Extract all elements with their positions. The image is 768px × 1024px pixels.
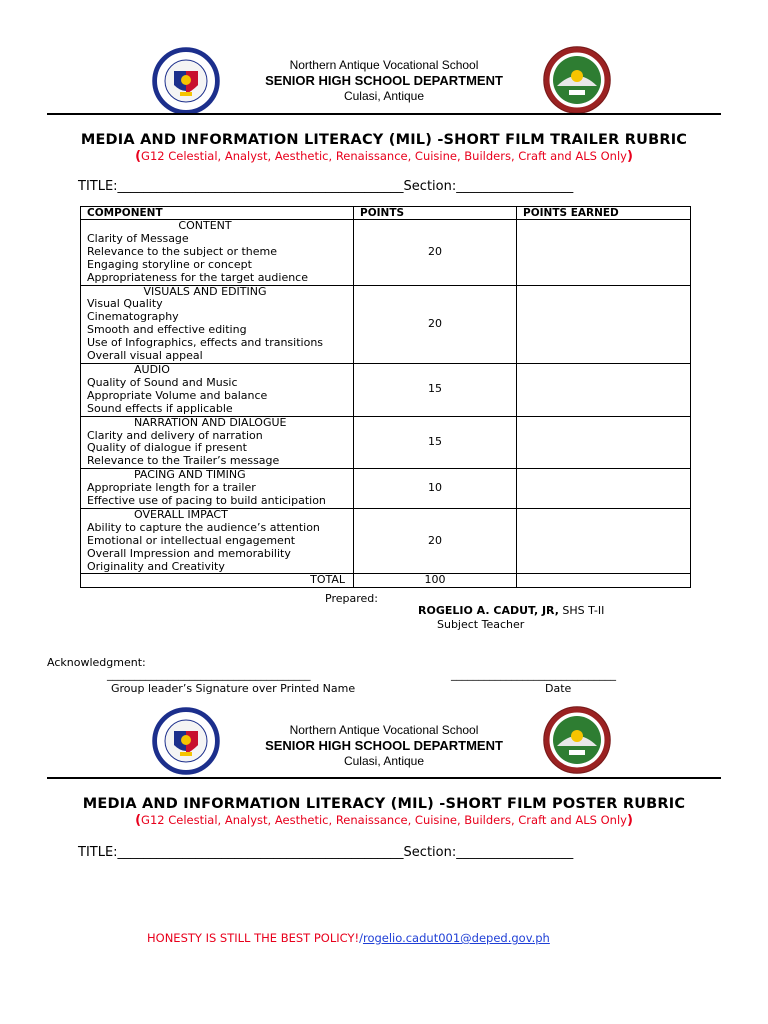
preparer-position: SHS T-II	[562, 604, 605, 617]
criterion: Relevance to the Trailer’s message	[87, 454, 280, 468]
criterion: Cinematography	[87, 310, 179, 324]
subtitle-text: G12 Celestial, Analyst, Aesthetic, Renaissance, Cuisine, Builders, Craft and ALS Only	[141, 149, 627, 163]
deped-seal	[152, 47, 220, 119]
points-cell: 15	[354, 363, 517, 416]
criterion: Clarity of Message	[87, 231, 189, 245]
rubric-subtitle	[0, 813, 768, 828]
preparer-role: Subject Teacher	[437, 618, 525, 631]
school-location: Culasi, Antique	[343, 754, 425, 768]
criterion: Appropriate Volume and balance	[87, 388, 268, 402]
subtitle-close-paren: )	[626, 149, 633, 164]
title-section-line: TITLE:____________________________________________Section:__________________	[78, 845, 574, 860]
table-row	[81, 363, 691, 416]
criterion: Smooth and effective editing	[87, 323, 247, 337]
points-earned-cell[interactable]	[517, 508, 691, 574]
school-seal	[543, 706, 611, 778]
criterion: Appropriateness for the target audience	[87, 270, 308, 284]
preparer-block	[418, 604, 604, 617]
points-earned-cell[interactable]	[517, 285, 691, 363]
subtitle-text: G12 Celestial, Analyst, Aesthetic, Renaissance, Cuisine, Builders, Craft and ALS Only	[141, 813, 627, 827]
points-earned-cell[interactable]	[517, 363, 691, 416]
subtitle-close-paren: )	[626, 813, 633, 828]
deped-seal	[152, 707, 220, 779]
criterion: Quality of Sound and Music	[87, 375, 238, 389]
footer-slash: /	[359, 931, 363, 945]
acknowledgment-label: Acknowledgment:	[47, 656, 146, 669]
component-cell	[81, 416, 354, 469]
points-cell: 20	[354, 285, 517, 363]
criterion: Emotional or intellectual engagement	[87, 533, 296, 547]
header-points-earned: POINTS EARNED	[517, 207, 691, 220]
criterion: Clarity and delivery of narration	[87, 428, 263, 442]
rubric-title: MEDIA AND INFORMATION LITERACY (MIL) -SHORT FILM TRAILER RUBRIC	[80, 132, 688, 148]
points-earned-cell[interactable]	[517, 220, 691, 286]
criterion: Overall visual appeal	[87, 349, 203, 363]
header-2	[230, 723, 538, 769]
prepared-label: Prepared:	[325, 592, 378, 605]
criterion: Quality of dialogue if present	[87, 441, 247, 455]
category-label: PACING AND TIMING	[134, 468, 246, 482]
component-cell	[81, 469, 354, 509]
school-name: Northern Antique Vocational School	[289, 723, 479, 737]
preparer-name: ROGELIO A. CADUT, JR,	[418, 604, 559, 617]
component-cell	[81, 508, 354, 574]
header-rule	[47, 113, 721, 115]
table-header-row	[81, 207, 691, 220]
subtitle-open-paren: (	[135, 813, 142, 828]
title-section-line: TITLE:____________________________________________Section:__________________	[78, 179, 574, 194]
total-points-earned-cell[interactable]	[517, 574, 691, 588]
header-1	[230, 58, 538, 104]
table-row	[81, 285, 691, 363]
header-points: POINTS	[354, 207, 517, 220]
department-name: SENIOR HIGH SCHOOL DEPARTMENT	[265, 73, 503, 88]
email-link[interactable]: rogelio.cadut001@deped.gov.ph	[362, 931, 550, 945]
total-label: TOTAL	[81, 574, 354, 588]
component-cell	[81, 363, 354, 416]
table-row	[81, 469, 691, 509]
rubric-title: MEDIA AND INFORMATION LITERACY (MIL) -SHORT FILM POSTER RUBRIC	[82, 796, 686, 812]
points-cell: 20	[354, 508, 517, 574]
criterion: Relevance to the subject or theme	[87, 244, 278, 258]
school-name: Northern Antique Vocational School	[289, 58, 479, 72]
criterion: Effective use of pacing to build anticipation	[87, 494, 326, 508]
total-row	[81, 574, 691, 588]
criterion: Overall Impression and memorability	[87, 546, 291, 560]
component-cell	[81, 285, 354, 363]
criterion: Use of Infographics, effects and transitions	[87, 336, 324, 350]
department-name: SENIOR HIGH SCHOOL DEPARTMENT	[265, 738, 503, 753]
points-cell: 20	[354, 220, 517, 286]
category-label: CONTENT	[178, 219, 232, 232]
category-label: VISUALS AND EDITING	[143, 284, 267, 298]
table-row	[81, 220, 691, 286]
category-label: AUDIO	[134, 362, 170, 376]
table-row	[81, 416, 691, 469]
points-cell: 15	[354, 416, 517, 469]
points-earned-cell[interactable]	[517, 416, 691, 469]
rubric-subtitle	[0, 149, 768, 164]
date-line: ______________________________	[451, 668, 616, 681]
category-label: NARRATION AND DIALOGUE	[134, 415, 287, 429]
criterion: Originality and Creativity	[87, 559, 225, 573]
criterion: Visual Quality	[87, 297, 163, 311]
category-label: OVERALL IMPACT	[134, 507, 228, 521]
criterion: Appropriate length for a trailer	[87, 481, 256, 495]
criterion: Ability to capture the audience’s attention	[87, 520, 320, 534]
school-location: Culasi, Antique	[343, 89, 425, 103]
date-caption: Date	[545, 682, 572, 695]
footer-line	[147, 931, 550, 945]
header-rule	[47, 777, 721, 779]
points-cell: 10	[354, 469, 517, 509]
criterion: Sound effects if applicable	[87, 401, 233, 415]
rubric-table	[80, 206, 691, 588]
subtitle-open-paren: (	[135, 149, 142, 164]
total-points: 100	[354, 574, 517, 588]
footer-motto: HONESTY IS STILL THE BEST POLICY!	[147, 931, 360, 945]
points-earned-cell[interactable]	[517, 469, 691, 509]
table-row	[81, 508, 691, 574]
signature-caption: Group leader’s Signature over Printed Name	[111, 682, 356, 695]
criterion: Engaging storyline or concept	[87, 257, 252, 271]
component-cell	[81, 220, 354, 286]
signature-line: _____________________________________	[107, 668, 311, 681]
header-component: COMPONENT	[81, 207, 354, 220]
school-seal	[543, 46, 611, 118]
